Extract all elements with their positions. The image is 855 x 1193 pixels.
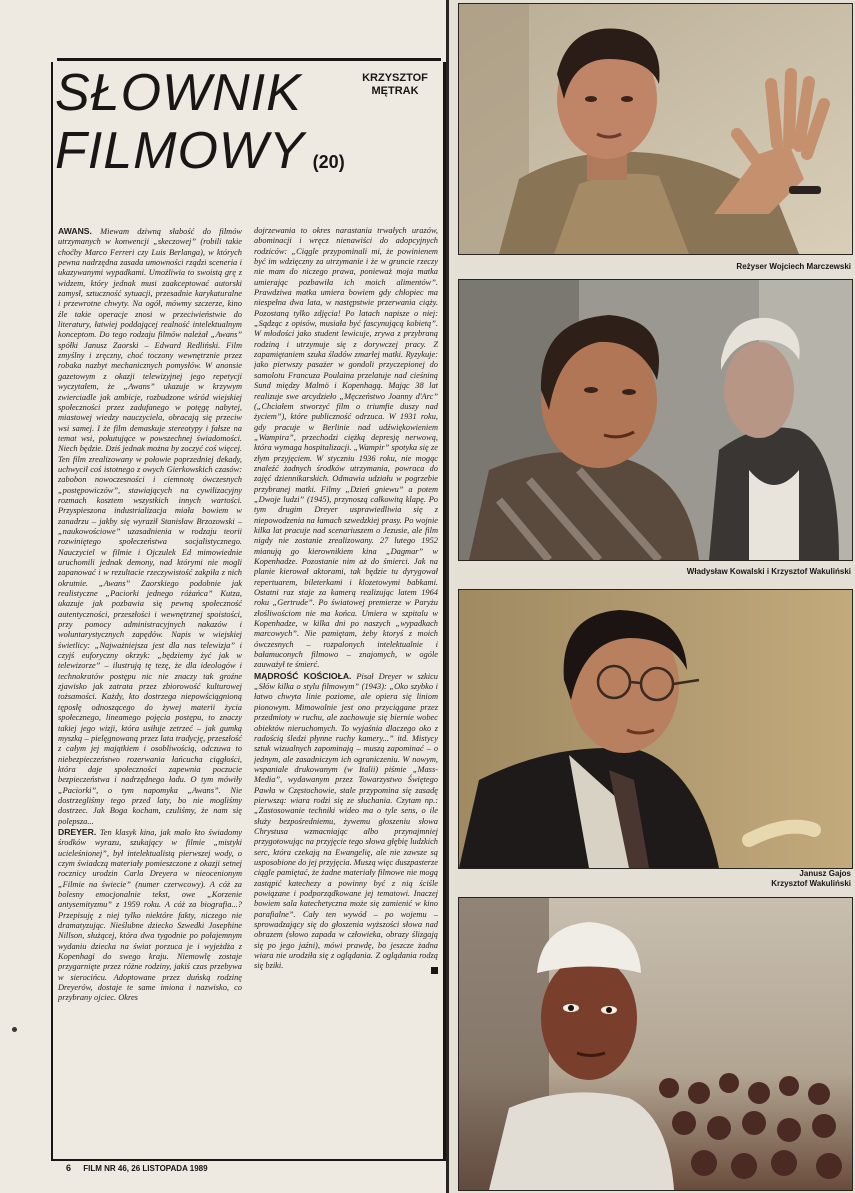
top-rule bbox=[57, 58, 441, 61]
photo-gajos bbox=[458, 589, 853, 869]
photo-white-cap-image bbox=[459, 898, 852, 1190]
entry-heading-awans: AWANS. bbox=[58, 226, 92, 236]
article-title bbox=[55, 64, 355, 191]
caption-photo-3-line-1: Janusz Gajos bbox=[799, 869, 851, 878]
paragraph-text: Pisał Dreyer w szkicu „Słów kilka o stylu filmowym” (1943): „Oko szybko i łatwo chwyta linie poziome, ale opiera się liniom pionowym. Mimowolnie jest ono przyciągane przez przedmioty w ruchu, ale zachowuje się biernie wobec obiektów nieruchomych. To wyjaśnia dlaczego oko z radością śledzi płynne ruchy kamery...” itd. Mistycy sztuk wizualnych zapominają – muszą zapominać – o jednym, ale zasadniczym ich ograniczeniu. W nowym, wspaniale drukowanym (w Italii) piśmie „Mass-Media”, wydawanym przez Towarzystwo Świętego Pawła w Częstochowie, stale przypomina się zasadę pierwszą: wiara rodzi się ze słuchania. Czytam np.: „Zastosowanie techniki wideo ma o tyle sens, o ile służy bezpośredniemu, żywemu głoszeniu słowa Chrystusa wzmacniając albo przynajmniej przygotowując na przyjęcie tego słowa głębię ludzkich serc, która czekają na Ewangelię, ale nie zawsze są usposobione do jej przyjęcia. Muszą więc duszpasterze ciągle pamiętać, że żadne materiały filmowe nie mogą zastąpić katechezy a powinny być z nią ściśle powiązane i podporządkowane jej tematowi. Inaczej bowiem sala katechetyczna może się zamienić w kino parafialne”. Cały ten wywód – po wojemu – sprowadzający się do głoszenia wyższości słowa nad obrazem (słowo zapada w człowieka, obrazy ślizgają się po jego jaźni), mówi prawdę, bo jeszcze żadna wiara nie urodziła się z oglądania. Z oglądania rodzą się bziki. bbox=[254, 671, 438, 971]
binding-hole bbox=[12, 1027, 17, 1032]
caption-photo-3 bbox=[458, 869, 851, 889]
entry-heading-madrosc-kosciola: MĄDROŚĆ KOŚCIOŁA. bbox=[254, 670, 352, 681]
series-number: (20) bbox=[312, 152, 345, 172]
photo-director bbox=[458, 3, 853, 255]
photo-kowalski-wakulinski-image bbox=[459, 280, 852, 560]
paragraph-dreyer bbox=[58, 827, 242, 1004]
caption-photo-3-line-2: Krzysztof Wakuliński bbox=[771, 879, 851, 888]
page-footer bbox=[66, 1163, 446, 1173]
title-line-2 bbox=[55, 122, 355, 191]
entry-heading-dreyer: DREYER. bbox=[58, 826, 97, 837]
paragraph-text: dojrzewania to okres narastania trwałych urazów, abominacji i wręcz nienawiści do adopcyjnych rodziców: „Ciągle przypominali mi, że powinienem być im wdzięczny za utrzymanie i że w gruncie rzeczy nie mam do niczego prawa, ponieważ moja matka umierając pozbawiła ich moich alimentów”. Prawdziwa matka umiera bowiem gdy chłopiec ma niespełna dwa lata, w następstwie przerwania ciąży. Pozostaną tylko zdjęcia! Po latach napisze o niej: „Sądząc z opisów, musiała być fascynującą kobietą”. W młodości jako student lewicuje, zrywa z przybraną rodziną i utrzymuje się z dorywczej pracy. Z zapamiętaniem szuka śladów zmarłej matki. Ryzykuje: jako pierwszy pasażer w gondoli przyczepionej do samolotu Francuza Poulaina przelatuje nad cieśniną Sund między Malmö i Kopenhagą. Mając 38 lat realizuje swe arcydzieło „Męczeństwo Joanny d'Arc” („Chciałem stworzyć film o triumfie duszy nad życiem”), które publiczność odrzuca. W 1931 roku, gdy pracuje w Berlinie nad udźwiękowieniem „Wampira”, przechodzi ciężką depresję nerwową, która wymaga hospitalizacji. „Wampir” spotyka się ze złym przyjęciem. W styczniu 1936 roku, nie mogąc znaleźć żadnych środków utrzymania, powraca do zajęć dziennikarskich. Odmawia udziału w pogrzebie przybranej matki. Filmy „Dzień gniewu” a potem „Dwoje ludzi” (1945), przynoszą całkowitą klapę. Po tym drugim Dreyer usprawiedliwia się z niepowodzenia na łamach szwedzkiej prasy. Po wojnie kilka lat pracuje nad scenariuszem o Jezusie, ale film nigdy nie zostanie zrealizowany. 27 lutego 1952 mianują go kierownikiem kina „Dagmar” w Kopenhadze. Pozostanie nim aż do śmierci. Jak na planie kierował aktorami, tak będzie tu dyrygował repertuarem, bileterkami i klozetowymi babkami. Ostatni raz staje za kamerą realizując latem 1964 roku „Gertrude”. Po światowej premierze w Paryżu złośliwościom nie ma końca. Umiera w szpitalu w Kopenhadze, w kilka dni po naszych „wypadkach marcowych”. Nie pamiętam, żeby ktoryś z moich ówczesnych – rozpalonych intelektualnie i bałamuconych filmowo – znajomych, w ogóle zauważył te śmierć. bbox=[254, 226, 438, 670]
frame-bottom-rule bbox=[51, 1159, 446, 1161]
end-of-article-mark bbox=[431, 967, 438, 974]
paragraph-dreyer-continued bbox=[254, 226, 438, 671]
paragraph-text: Miewam dziwną słabość do filmów utrzymanych w konwencji „skeczowej” (robili takie choćby Marco Ferreri czy Luis Berlanga), w których pewna nadrzędna zasada umowności rządzi sceneria i ukazywanymi wypadkami. Umożliwia to swoistą grę z widzem, który jednak musi zaakceptować autorski zamysł, sztuczność sytuacji, przesadnie karykaturalne i przewrotne chwyty. Na ogół, mówmy szczerze, kino źle takie operacje znosi w przeciwieństwie do literatury, łatwiej poddającej realność intelektualnym konceptom. Do tego rodzaju filmów należał „Awans” spółki Janusz Zaorski – Edward Redliński. Film zmyślny i zręczny, choć toczony wewnętrznie przez robaka nazbyt mechanicznych pomysłów. W anonsie gazetowym z okazji telewizyjnej jego repetycji wyczytałem, że „Awans” ukazuje w krzywym zwierciadle jak ambicje, rozbudzone wśród wiejskiej społeczności przez zadufanego w potęgę nabytej, miastowej wiedzy nauczyciela, obracają się przeciw wsi samej. I że film demaskuje stereotypy i fałsze na temat wsi, pokutujące w powszechnej świadomości. Niech będzie. Dziś jednak można by zoczyć coś więcej. Ten film zrealizowany w połowie poprzedniej dekady, uchwycił coś istotnego z owych Gierkowskich czasów: zabobon nowoczesności i ciemnotę ówczesnych „postępowiczów”, stawiających na cywilizacyjny rozmach kosztem wszystkich innych wartości. Przyspieszona industrializacja miała bowiem w zanadrzu – jakby się wyraził Stanisław Brzozowski – „naukowościowe” uzasadnienia w rodzaju teorii rozwiniętego społeczeństwa socjalistycznego. Nauczyciel w filmie i Ojczulek Ed mimowiednie uruchomili jednak demony, nad którymi nie mogli zapanować i w rezultacie rzeczywistość zakpiła z nich okrutnie. „Awans” Zaorskiego podobnie jak realistyczne „Paciorki jednego różańca” Kutza, ukazuje jak pozbawia się pewną społeczność autentyczności, przeszłości i wewnętrznej spoistości, przy pomocy administracyjnych nakazów i woluntarystycznych zapędów. Napis w wiejskiej świetlicy: „Najważniejsza jest dla nas telewizja” i czyjś euforyczny okrzyk: „będziemy żyć jak w telewizorze” – ilustrują tę tezę, że dla ideologów i technokratów postępu nic nie znaczy tak groźne zjawisko jak zatrata przez zbiorowość kulturowej tożsamości. Każdy, kto dostrzega niepowściągnioną tęposłę odnoszącego do żywej materii życia społecznego, lineamego pojęcia postępu, to znaczy takiej jego wizji, która usiłuje zetrzeć – jak gumką myszką – pielęgnowaną przez lata tradycję, przeszłość z całym jej majątkiem i osobliwością, odczuwa to niebezpieczeństwo rozerwania łańcucha ciągłości, która daje społeczności zapewnia poczucie bezpieczeństwa i nadrzędnego ładu. O tym mówiły „Paciorki”, o tym napomyka „Awans”. Nie dostrzegliśmy tego przed laty, bo nie mogliśmy dostrzec. Jak Boga kocham, czuliśmy, że nam się polepsza... bbox=[58, 227, 242, 826]
photo-white-cap bbox=[458, 897, 853, 1191]
paragraph-text: Ten klasyk kina, jak mało kto świadomy środków wyrazu, szukający w filmie „mistyki ucieleśnionej”, był intelektualistą pierwszej wody, o czym świadczą materiały pomieszczone z okazji setnej rocznicy urodzin Carla Dreyera w nieocenionym „Filmie na świecie” (numer czerwcowy). A cóż za bolesny emocjonalnie tekst, owe „Korzenie antysemityzmu” z 1959 roku. A cóż za biografia...? Przepisuję z niej tylko niektóre fakty, niczego nie dramatyzując. Nieślubne dziecko Szwedki Josephine Nillson, służącej, która dwa tygodnie po połajemnym wydaniu dziecka na świat porzuca je i wyjeżdża z Kopenhagi do swego kraju. Niemowlę zostaje przygarnięte przez różne rodziny, jakiś czas przebywa w sierocińcu. Adoptowane przez duńską rodzinę Dreyerów, dostaje te same imiona i nazwisko, co przybrany ojciec. Okres bbox=[58, 827, 242, 1003]
author-first-name: KRZYSZTOF bbox=[362, 72, 428, 84]
paragraph-madrosc-kosciola bbox=[254, 671, 438, 972]
photo-gajos-image bbox=[459, 590, 852, 868]
text-column-2 bbox=[254, 226, 438, 1156]
frame-left-rule bbox=[51, 62, 53, 1160]
article-body bbox=[58, 226, 438, 1156]
text-column-1 bbox=[58, 226, 242, 1156]
title-line-2-text: FILMOWY bbox=[55, 122, 305, 180]
photo-kowalski-wakulinski bbox=[458, 279, 853, 561]
author-last-name: MĘTRAK bbox=[371, 85, 419, 97]
paragraph-awans bbox=[58, 226, 242, 827]
title-line-1: SŁOWNIK bbox=[55, 64, 302, 122]
issue-info: FILM NR 46, 26 LISTOPADA 1989 bbox=[83, 1164, 208, 1173]
author-byline bbox=[350, 72, 440, 98]
photo-director-image bbox=[459, 4, 852, 254]
caption-photo-1: Reżyser Wojciech Marczewski bbox=[736, 262, 851, 271]
caption-photo-2: Władysław Kowalski i Krzysztof Wakuliński bbox=[686, 567, 851, 576]
page-number: 6 bbox=[66, 1163, 72, 1173]
